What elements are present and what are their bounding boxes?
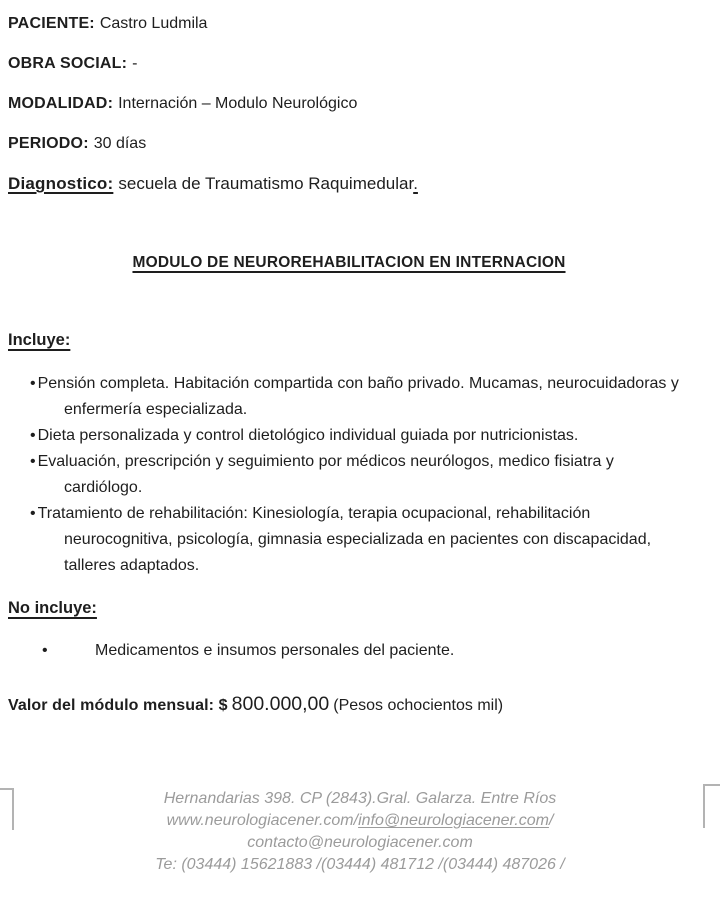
crop-mark-right <box>703 784 720 828</box>
list-item <box>8 638 690 664</box>
crop-mark-left <box>0 788 14 830</box>
field-obra-social <box>8 54 690 74</box>
list-item-text: Pensión completa. Habitación compartida con baño privado. Mucamas, neurocuidadoras y enfermería especializada. <box>37 375 679 418</box>
bullet-icon: • <box>30 375 36 392</box>
field-diagnostico-value: secuela de Traumatismo Raquimedular <box>118 174 414 193</box>
field-obra-social-label: OBRA SOCIAL: <box>8 55 128 72</box>
field-periodo-label: PERIODO: <box>8 135 89 152</box>
list-item-text: Evaluación, prescripción y seguimiento por médicos neurólogos, medico fisiatra y cardiólogo. <box>37 453 614 496</box>
field-paciente <box>8 14 690 34</box>
footer-info-email: info@neurologiacener.com <box>358 812 549 829</box>
field-obra-social-value: - <box>132 55 138 72</box>
field-diagnostico-period: . <box>413 174 418 193</box>
field-paciente-label: PACIENTE: <box>8 15 95 32</box>
document-title <box>8 253 690 273</box>
list-item-text: Tratamiento de rehabilitación: Kinesiología, terapia ocupacional, rehabilitación neurocognitiva, psicología, gimnasia especializada en pacientes con discapacidad, talleres adaptados. <box>37 505 652 574</box>
field-diagnostico-label: Diagnostico: <box>8 174 114 193</box>
bullet-icon: • <box>42 642 48 659</box>
footer-contact-email: contacto@neurologiacener.com <box>247 834 473 851</box>
field-modalidad <box>8 94 690 114</box>
list-item <box>8 371 690 423</box>
excludes-list <box>8 638 690 664</box>
list-item <box>8 423 690 449</box>
field-paciente-value: Castro Ludmila <box>99 15 208 32</box>
excludes-heading <box>8 598 690 618</box>
field-periodo-value: 30 días <box>93 135 147 152</box>
includes-heading-text: Incluye: <box>8 331 71 349</box>
footer-phones: Te: (03444) 15621883 /(03444) 481712 /(03444) 487026 / <box>155 856 565 873</box>
includes-list <box>8 371 690 579</box>
excludes-heading-text: No incluye: <box>8 599 97 617</box>
list-item <box>8 449 690 501</box>
document-title-text: MODULO DE NEUROREHABILITACION EN INTERNACION <box>132 254 566 271</box>
list-item-text: Medicamentos e insumos personales del paciente. <box>95 642 455 659</box>
price-line <box>8 692 690 718</box>
includes-heading <box>8 330 690 350</box>
field-modalidad-label: MODALIDAD: <box>8 95 114 112</box>
list-item <box>8 501 690 579</box>
list-item-text: Dieta personalizada y control dietológico individual guiada por nutricionistas. <box>37 427 579 444</box>
price-label: Valor del módulo mensual: $ <box>8 697 228 714</box>
footer-web-line <box>0 810 720 832</box>
field-diagnostico <box>8 174 690 194</box>
footer-web-suffix: / <box>548 812 554 829</box>
document-footer <box>0 788 720 876</box>
price-amount: 800.000,00 <box>231 693 330 715</box>
bullet-icon: • <box>30 427 36 444</box>
bullet-icon: • <box>30 505 36 522</box>
bullet-icon: • <box>30 453 36 470</box>
footer-address: Hernandarias 398. CP (2843).Gral. Galarza. Entre Ríos <box>163 790 557 807</box>
field-periodo <box>8 134 690 154</box>
footer-website: www.neurologiacener.com/ <box>166 812 359 829</box>
field-modalidad-value: Internación – Modulo Neurológico <box>118 95 358 112</box>
price-words: (Pesos ochocientos mil) <box>333 697 504 714</box>
